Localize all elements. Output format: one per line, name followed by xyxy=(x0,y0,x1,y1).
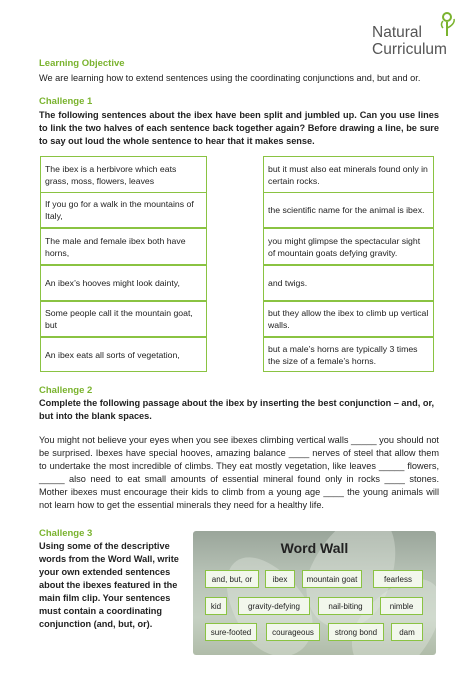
challenge-2-instructions: Complete the following passage about the ibex by inserting the best conjunction – and, or, but into the blank spaces. xyxy=(39,398,435,421)
word-wall-chip: nail-biting xyxy=(318,597,373,615)
word-wall-chip: courageous xyxy=(266,623,320,641)
left-sentence-half: An ibex’s hooves might look dainty, xyxy=(40,265,207,301)
word-wall-chip: sure-footed xyxy=(205,623,257,641)
challenge-1-instructions: The following sentences about the ibex have been split and jumbled up. Can you use lines to link the two halves of each sentence back together again? Before drawing a line, be sure to say out loud the whole sentence to hear that it makes sense. xyxy=(39,110,439,146)
challenge-2-heading: Challenge 2 xyxy=(39,385,93,396)
word-wall-chip: dam xyxy=(391,623,423,641)
challenge-3-instructions: Using some of the descriptive words from the Word Wall, write your own extended sentences about the ibexes featured in the main film clip. Your sentences must contain a coordinating conjunction (and, but, or). xyxy=(39,541,179,629)
left-sentence-half: Some people call it the mountain goat, but xyxy=(40,301,207,337)
logo-line-2: Curriculum xyxy=(372,41,447,58)
challenge-1-heading: Challenge 1 xyxy=(39,96,93,107)
word-wall-chip: mountain goat xyxy=(302,570,362,588)
left-sentence-half: An ibex eats all sorts of vegetation, xyxy=(40,337,207,372)
natural-curriculum-logo xyxy=(366,10,461,62)
word-wall xyxy=(193,531,436,655)
right-sentence-half: but it must also eat minerals found only in certain rocks. xyxy=(263,156,434,193)
right-sentence-half: and twigs. xyxy=(263,265,434,301)
left-sentence-half: The ibex is a herbivore which eats grass, moss, flowers, leaves xyxy=(40,156,207,193)
left-sentence-half: If you go for a walk in the mountains of Italy, xyxy=(40,192,207,228)
left-sentence-half: The male and female ibex both have horns, xyxy=(40,228,207,265)
challenge-3-heading: Challenge 3 xyxy=(39,528,93,539)
learning-objective-heading: Learning Objective xyxy=(39,58,125,69)
right-sentence-half: the scientific name for the animal is ibex. xyxy=(263,192,434,228)
word-wall-chip: fearless xyxy=(373,570,423,588)
learning-objective-text: We are learning how to extend sentences using the coordinating conjunctions and, but and or. xyxy=(39,73,421,83)
word-wall-chip: ibex xyxy=(265,570,295,588)
word-wall-chip: gravity-defying xyxy=(238,597,310,615)
word-wall-title: Word Wall xyxy=(280,540,349,556)
word-wall-chip: kid xyxy=(205,597,227,615)
right-sentence-half: you might glimpse the spectacular sight of mountain goats defying gravity. xyxy=(263,228,434,265)
plant-icon xyxy=(433,10,459,40)
right-sentence-half: but a male’s horns are typically 3 times the size of a female’s horns. xyxy=(263,337,434,372)
word-wall-chip: strong bond xyxy=(328,623,384,641)
logo-line-1: Natural xyxy=(372,24,422,41)
right-sentence-half: but they allow the ibex to climb up vertical walls. xyxy=(263,301,434,337)
challenge-2-passage: You might not believe your eyes when you see ibexes climbing vertical walls _____ you should not be surprised. Ibexes have special hooves, amazing balance ____ nerves of steel that allow them to undertake the most incredible of climbs. They eat mostly vegetation, like leaves _____ flowers, _____ also need to eat small amounts of essential mineral found only in rocks ____ stones. Mother ibexes must encourage their kids to climb from a young age ____ the young animals will not learn how to get the essential minerals they need for a healthy life. xyxy=(39,435,439,510)
word-wall-chip: and, but, or xyxy=(205,570,259,588)
word-wall-chip: nimble xyxy=(380,597,423,615)
